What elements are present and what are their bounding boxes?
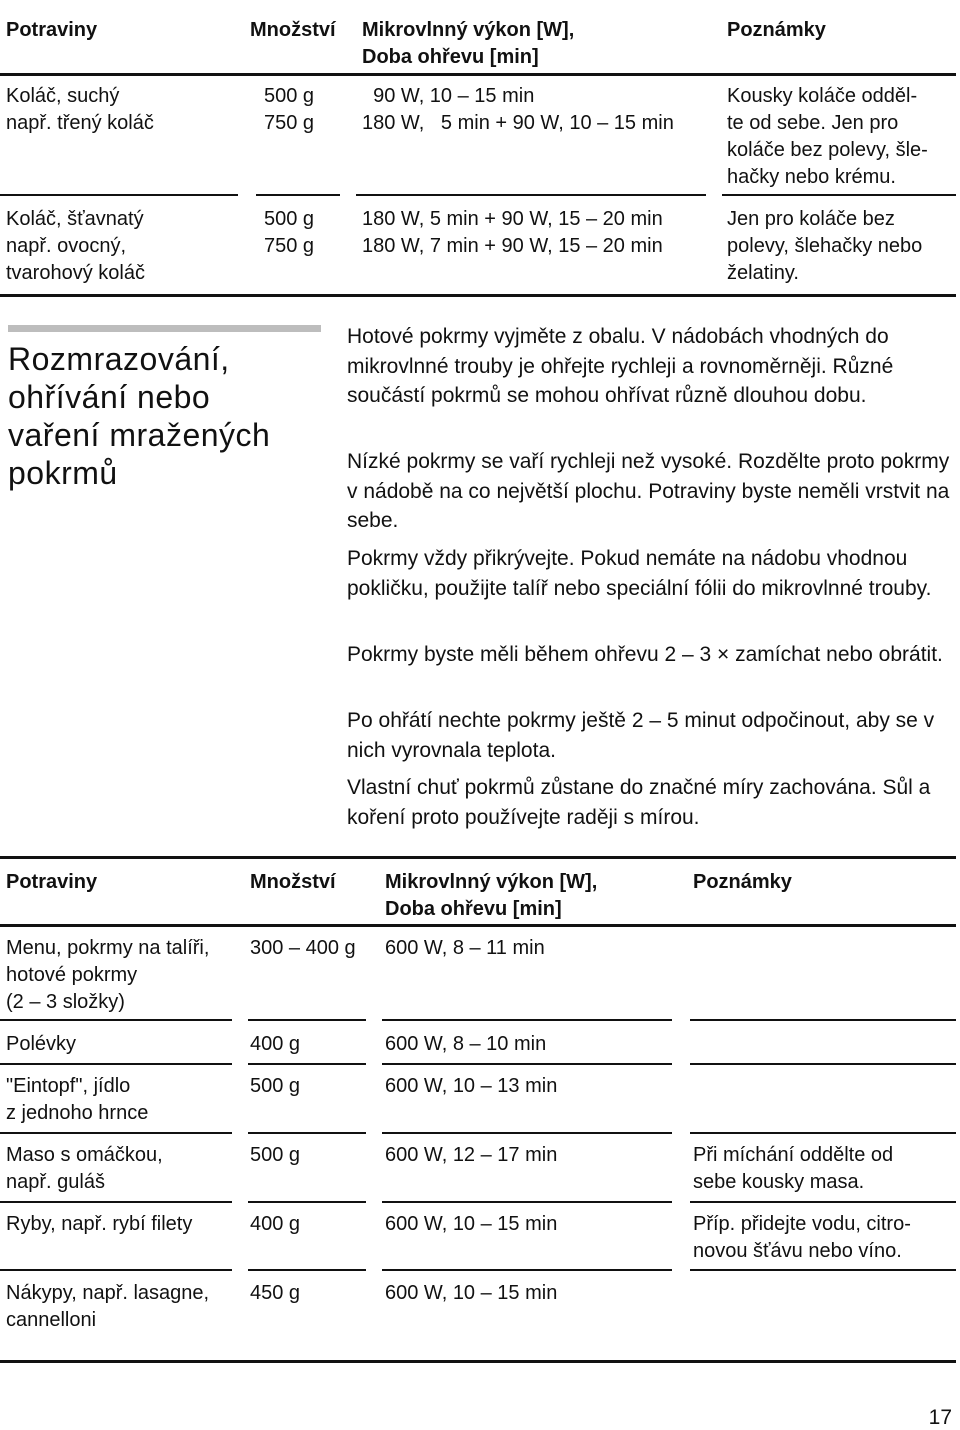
t2-row2-qty: 400 g bbox=[250, 1033, 301, 1055]
t2-row2-rule-qty bbox=[248, 1063, 366, 1065]
t1-header-qty: Množství bbox=[250, 19, 336, 41]
t1-header-rule bbox=[0, 73, 956, 76]
section-paragraph-5: Po ohřátí nechte pokrmy ještě 2 – 5 minut odpočinout, aby se v nich vyrovnala teplota. bbox=[347, 709, 935, 762]
t2-row3-rule-notes bbox=[690, 1132, 956, 1134]
t2-row3-rule-food bbox=[0, 1132, 232, 1134]
t1-row1-power: 90 W, 10 – 15 min 180 W, 5 min + 90 W, 10 – 15 min bbox=[362, 85, 674, 134]
t2-row6-qty: 450 g bbox=[250, 1282, 301, 1304]
t1-row2-food: Koláč, šťavnatý např. ovocný, tvarohový koláč bbox=[6, 208, 145, 284]
t1-row2-power: 180 W, 5 min + 90 W, 15 – 20 min 180 W, 7 min + 90 W, 15 – 20 min bbox=[362, 208, 663, 257]
section-paragraph-2: Nízké pokrmy se vaří rychleji než vysoké. Rozdělte proto pokrmy v nádobě na co největší plochu. Potraviny byste neměli vrstvit na sebe. bbox=[347, 450, 950, 532]
t2-row5-power: 600 W, 10 – 15 min bbox=[385, 1213, 558, 1235]
page-number: 17 bbox=[928, 1406, 952, 1429]
t2-row1-rule-food bbox=[0, 1019, 232, 1021]
t2-row2-food: Polévky bbox=[6, 1033, 77, 1055]
t2-row4-notes: Při míchání oddělte od sebe kousky masa. bbox=[693, 1144, 894, 1193]
t2-row5-rule-qty bbox=[248, 1269, 366, 1271]
t2-row5-rule-power bbox=[382, 1269, 672, 1271]
t2-row3-rule-qty bbox=[248, 1132, 366, 1134]
t2-row4-power: 600 W, 12 – 17 min bbox=[385, 1144, 558, 1166]
t2-row4-rule-notes bbox=[690, 1201, 956, 1203]
t2-row4-rule-qty bbox=[248, 1201, 366, 1203]
t2-row1-food: Menu, pokrmy na talíři, hotové pokrmy (2 – 3 složky) bbox=[6, 937, 210, 1013]
t1-header-notes: Poznámky bbox=[727, 19, 826, 41]
t2-row5-qty: 400 g bbox=[250, 1213, 301, 1235]
t2-header-qty: Množství bbox=[250, 871, 336, 893]
t1-header-power: Mikrovlnný výkon [W], Doba ohřevu [min] bbox=[362, 19, 575, 68]
t1-row1-rule-notes bbox=[722, 194, 956, 196]
t2-row3-qty: 500 g bbox=[250, 1075, 301, 1097]
t2-row5-food: Ryby, např. rybí filety bbox=[6, 1213, 193, 1235]
t2-row5-notes: Příp. přidejte vodu, citro- novou šťávu nebo víno. bbox=[693, 1213, 911, 1262]
t1-row1-rule-power bbox=[356, 194, 706, 196]
t1-row1-rule-qty bbox=[256, 194, 340, 196]
t2-row1-rule-power bbox=[382, 1019, 672, 1021]
t1-row1-qty: 500 g 750 g bbox=[264, 85, 315, 134]
t2-header-notes: Poznámky bbox=[693, 871, 792, 893]
t2-row6-power: 600 W, 10 – 15 min bbox=[385, 1282, 558, 1304]
t2-top-rule bbox=[0, 856, 956, 859]
t2-row1-rule-notes bbox=[690, 1019, 956, 1021]
t2-row1-power: 600 W, 8 – 11 min bbox=[385, 937, 545, 959]
t2-header-rule bbox=[0, 924, 956, 927]
t2-row4-qty: 500 g bbox=[250, 1144, 301, 1166]
t1-row1-food: Koláč, suchý např. třený koláč bbox=[6, 85, 154, 134]
section-title-bar bbox=[8, 325, 321, 332]
t1-header-food: Potraviny bbox=[6, 19, 98, 41]
t1-row2-qty: 500 g 750 g bbox=[264, 208, 315, 257]
t2-bottom-rule bbox=[0, 1360, 956, 1363]
t1-bottom-rule bbox=[0, 294, 956, 297]
t2-row4-rule-food bbox=[0, 1201, 232, 1203]
t1-row2-notes: Jen pro koláče bez polevy, šlehačky nebo želatiny. bbox=[727, 208, 923, 284]
section-paragraph-1: Hotové pokrmy vyjměte z obalu. V nádobách vhodných do mikrovlnné trouby je ohřejte rychleji a rovnoměrněji. Různé součástí pokrmů se mohou ohřívat různě dlouhou dobu. bbox=[347, 325, 894, 407]
t1-row1-notes: Kousky koláče odděl- te od sebe. Jen pro koláče bez polevy, šle- hačky nebo krému. bbox=[727, 85, 928, 188]
t2-row2-power: 600 W, 8 – 10 min bbox=[385, 1033, 547, 1055]
t2-row5-rule-notes bbox=[690, 1269, 956, 1271]
section-title: Rozmrazování, ohřívání nebo vaření mražených pokrmů bbox=[8, 341, 271, 491]
t2-row2-rule-notes bbox=[690, 1063, 956, 1065]
t2-row4-rule-power bbox=[382, 1201, 672, 1203]
section-paragraph-4: Pokrmy byste měli během ohřevu 2 – 3 × zamíchat nebo obrátit. bbox=[347, 643, 943, 666]
t2-row3-power: 600 W, 10 – 13 min bbox=[385, 1075, 558, 1097]
t2-row5-rule-food bbox=[0, 1269, 232, 1271]
t2-row4-food: Maso s omáčkou, např. guláš bbox=[6, 1144, 163, 1193]
section-paragraph-6: Vlastní chuť pokrmů zůstane do značné míry zachována. Sůl a koření proto používejte raději s mírou. bbox=[347, 776, 931, 829]
t2-row1-qty: 300 – 400 g bbox=[250, 937, 356, 959]
t2-row2-rule-food bbox=[0, 1063, 232, 1065]
section-paragraph-3: Pokrmy vždy přikrývejte. Pokud nemáte na nádobu vhodnou pokličku, použijte talíř nebo speciální fólii do mikrovlnné trouby. bbox=[347, 547, 932, 600]
t1-row1-rule-food bbox=[0, 194, 238, 196]
t2-row2-rule-power bbox=[382, 1063, 672, 1065]
t2-header-food: Potraviny bbox=[6, 871, 98, 893]
t2-row6-food: Nákypy, např. lasagne, cannelloni bbox=[6, 1282, 210, 1331]
t2-row3-food: "Eintopf", jídlo z jednoho hrnce bbox=[6, 1075, 149, 1124]
t2-row3-rule-power bbox=[382, 1132, 672, 1134]
t2-header-power: Mikrovlnný výkon [W], Doba ohřevu [min] bbox=[385, 871, 598, 920]
t2-row1-rule-qty bbox=[248, 1019, 366, 1021]
